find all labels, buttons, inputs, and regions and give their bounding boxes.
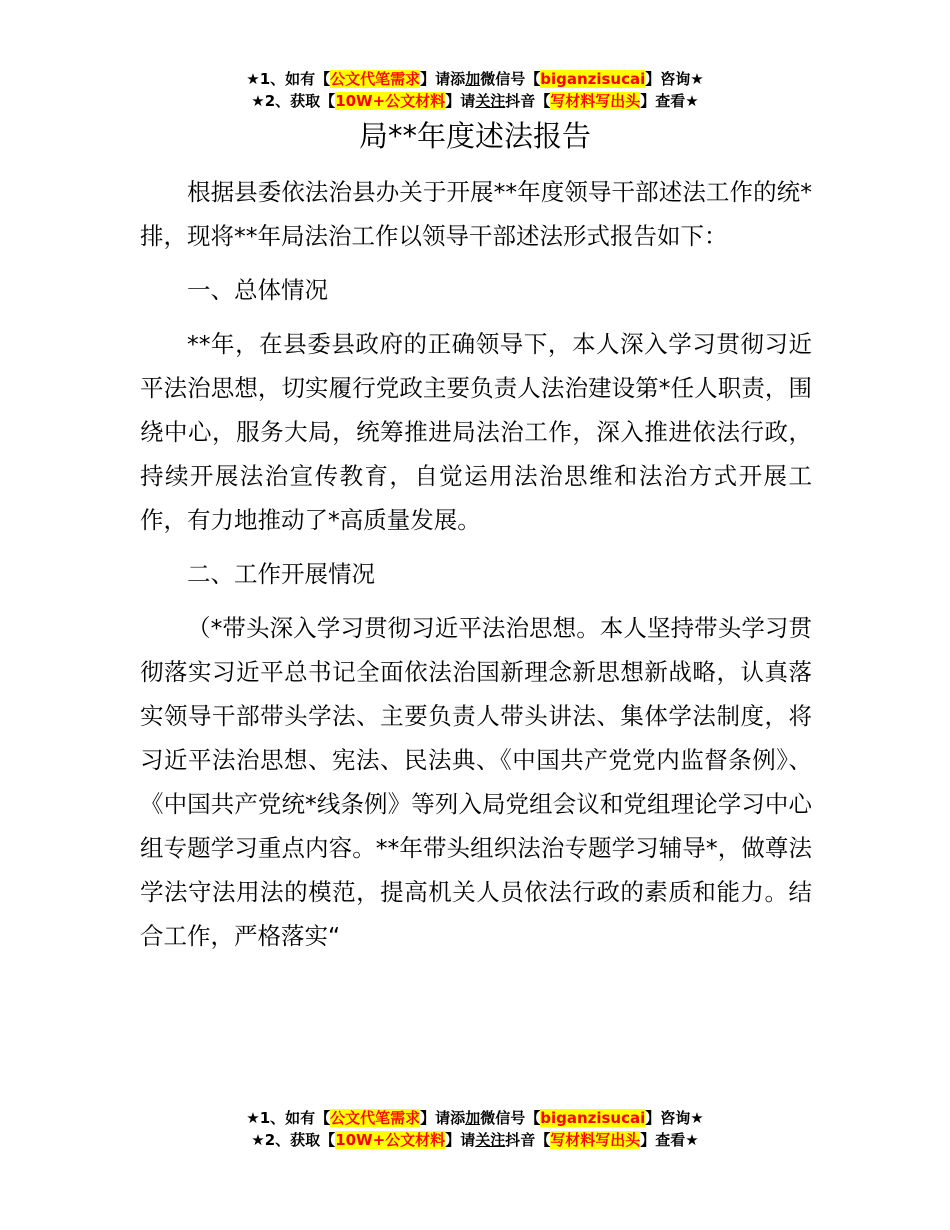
banner-line-2 bbox=[0, 1129, 950, 1151]
banner-text: ★2、获取【 bbox=[251, 1131, 336, 1149]
banner-underlined-text: 关注 bbox=[475, 1131, 506, 1149]
banner-text: 】请 bbox=[445, 92, 476, 110]
banner-highlight: 10W+公文材料 bbox=[335, 92, 446, 110]
paragraph-overview: **年，在县委县政府的正确领导下，本人深入学习贯彻习近平法治思想，切实履行党政主要负责人法治建设第*任人职责，围绕中心，服务大局，统筹推进局法治工作，深入推进依法行政，持续开展法治宣传教育，自觉运用法治思维和法治方式开展工作，有力地推动了*高质量发展。 bbox=[140, 330, 812, 534]
banner-text: 】咨询★ bbox=[645, 1109, 704, 1127]
banner-text: 微信号【 bbox=[480, 1109, 541, 1127]
banner-text: 】咨询★ bbox=[645, 70, 704, 88]
banner-highlight: 写材料写出头 bbox=[550, 92, 641, 110]
banner-text: ★1、如有【 bbox=[246, 1109, 331, 1127]
paragraph-work: （*带头深入学习贯彻习近平法治思想。本人坚持带头学习贯彻落实习近平总书记全面依法治国新理念新思想新战略，认真落实领导干部带头学法、主要负责人带头讲法、集体学法制度，将习近平法治思想、宪法、民法典、《中国共产党党内监督条例》、《中国共产党统*线条例》等列入局党组会议和党组理论学习中心组专题学习重点内容。**年带头组织法治专题学习辅导*，做尊法学法守法用法的模范，提高机关人员依法行政的素质和能力。结合工作，严格落实“ bbox=[140, 614, 812, 950]
banner-underlined-text: 加 bbox=[465, 70, 481, 88]
banner-text: 微信号【 bbox=[480, 70, 541, 88]
banner-line-1 bbox=[0, 68, 950, 90]
document-body bbox=[140, 170, 812, 958]
banner-highlight: 10W+公文材料 bbox=[335, 1131, 446, 1149]
banner-line-1 bbox=[0, 1107, 950, 1129]
banner-text: 】请添 bbox=[420, 1109, 466, 1127]
banner-text: 】查看★ bbox=[640, 1131, 699, 1149]
banner-underlined-text: 加 bbox=[465, 1109, 481, 1127]
banner-text: 】请添 bbox=[420, 70, 466, 88]
section-heading-work: 二、工作开展情况 bbox=[187, 560, 375, 588]
banner-highlight: 公文代笔需求 bbox=[330, 70, 421, 88]
banner-line-2 bbox=[0, 90, 950, 112]
section-heading-overview: 一、总体情况 bbox=[187, 276, 328, 304]
banner-text: ★1、如有【 bbox=[246, 70, 331, 88]
banner-highlight: 公文代笔需求 bbox=[330, 1109, 421, 1127]
banner-text: 】查看★ bbox=[640, 92, 699, 110]
paragraph-intro: 根据县委依法治县办关于开展**年度领导干部述法工作的统*排，现将**年局法治工作以领导干部述法形式报告如下： bbox=[140, 178, 812, 250]
banner-text: ★2、获取【 bbox=[251, 92, 336, 110]
footer-banner bbox=[0, 1107, 950, 1151]
banner-underlined-text: 关注 bbox=[475, 92, 506, 110]
banner-text: 抖音【 bbox=[505, 92, 551, 110]
banner-text: 抖音【 bbox=[505, 1131, 551, 1149]
banner-highlight: biganzisucai bbox=[540, 1109, 646, 1127]
header-banner bbox=[0, 68, 950, 112]
document-title: 局**年度述法报告 bbox=[358, 119, 591, 153]
banner-highlight: biganzisucai bbox=[540, 70, 646, 88]
banner-text: 】请 bbox=[445, 1131, 476, 1149]
banner-highlight: 写材料写出头 bbox=[550, 1131, 641, 1149]
